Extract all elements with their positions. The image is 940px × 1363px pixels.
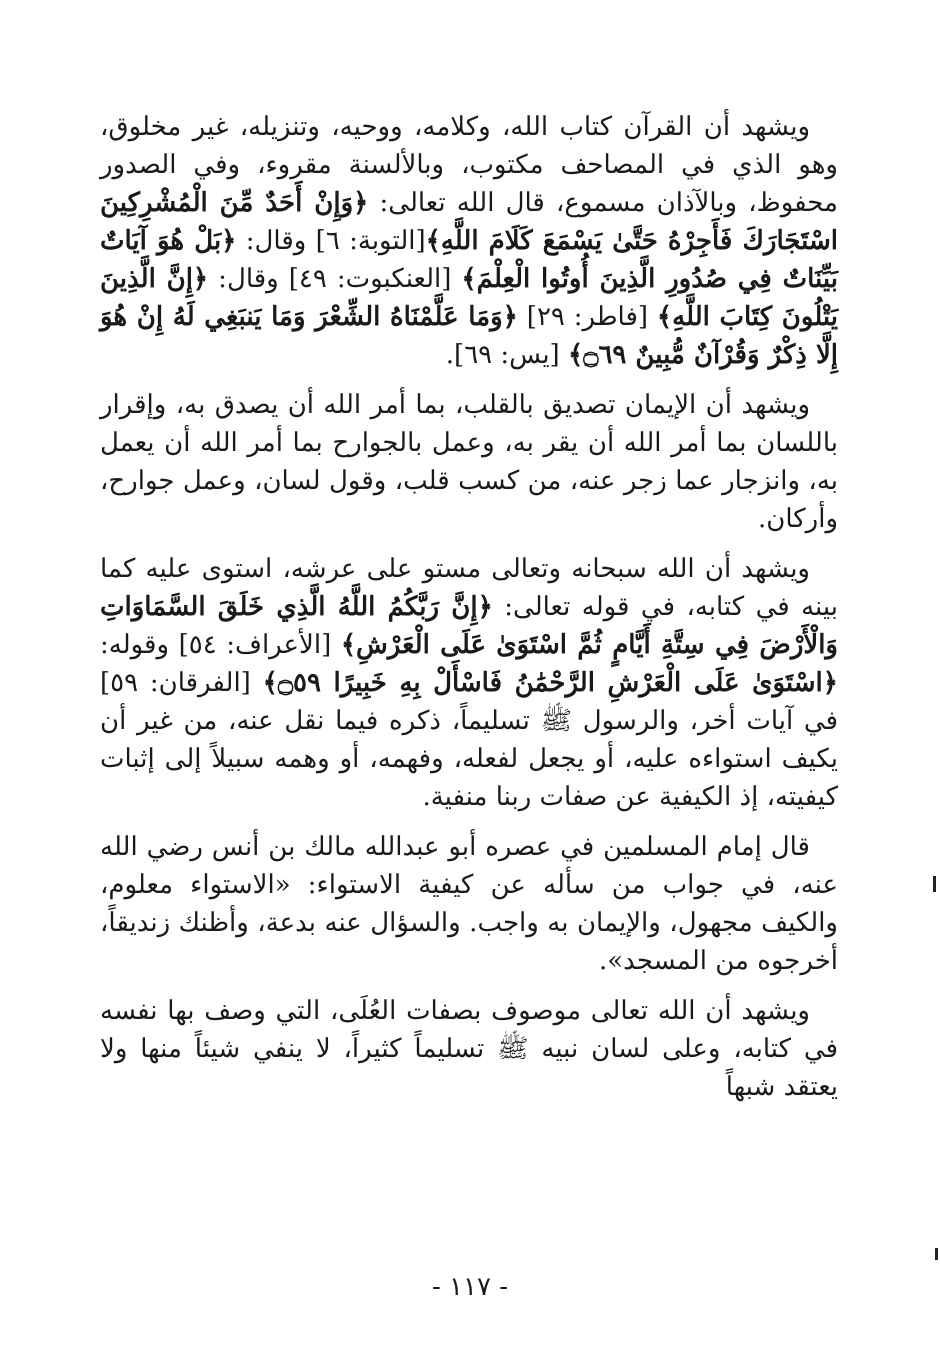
paragraph-istiwa — [100, 550, 838, 816]
text-segment: [التوبة: ٦] وقال: — [236, 226, 426, 256]
paragraph-iman-definition — [100, 386, 838, 538]
text-segment: [الفرقان: ٥٩] في آيات أخر، والرسول ﷺ تسليماً، ذكره فيما نقل عنه، من غير أن يكيف استواءه عليه، أو يجعل لفعله، وفهمه، أو وهمه سبيلاً إلى إثبات كيفيته، إذ الكيفية عن صفات ربنا منفية. — [100, 668, 838, 812]
page-number: - ١١٧ - — [431, 1272, 509, 1302]
right-edge-mark-1 — [933, 876, 936, 892]
quran-verse: ﴿إِنَّ الَّذِينَ يَتْلُونَ كِتَابَ اللَّهِ﴾ — [100, 264, 839, 332]
text-segment: [فاطر: ٢٩] — [517, 302, 657, 332]
text-segment: ويشهد أن الله تعالى موصوف بصفات العُلَى، التي وصف بها نفسه في كتابه، وعلى لسان نبيه ﷺ تسليماً كثيراً، لا ينفي شيئاً منها ولا يعتقد شبهاً — [100, 996, 838, 1102]
text-segment: ويشهد أن الله سبحانه وتعالى مستو على عرشه، استوى عليه كما بينه في كتابه، في قوله تعالى: — [100, 554, 838, 622]
text-segment: [يس: ٦٩]. — [445, 340, 568, 370]
quran-verse: ﴿إِنَّ رَبَّكُمُ اللَّهُ الَّذِي خَلَقَ السَّمَاوَاتِ وَالْأَرْضَ فِي سِتَّةِ أَيَّامٍ ثُمَّ اسْتَوَىٰ عَلَى الْعَرْشِ﴾ — [100, 592, 838, 660]
main-text — [100, 108, 838, 1118]
paragraph-quran-creed — [100, 108, 838, 374]
right-edge-mark-2 — [935, 1248, 938, 1260]
text-segment: [العنكبوت: ٤٩] وقال: — [208, 264, 462, 294]
text-segment: [الأعراف: ٥٤] وقوله: — [100, 630, 341, 660]
paragraph-divine-attributes — [100, 992, 838, 1106]
paragraph-imam-malik — [100, 828, 838, 980]
text-segment: ويشهد أن القرآن كتاب الله، وكلامه، ووحيه، وتنزيله، غير مخلوق، وهو الذي في المصاحف مكتوب، وبالألسنة مقروء، وفي الصدور محفوظ، وبالآذان مسموع، قال الله تعالى: — [100, 112, 838, 218]
quran-verse: ﴿اسْتَوَىٰ عَلَى الْعَرْشِ الرَّحْمَٰنُ فَاسْأَلْ بِهِ خَبِيرًا ۝٥٩﴾ — [262, 668, 838, 698]
text-segment: قال إمام المسلمين في عصره أبو عبدالله مالك بن أنس رضي الله عنه، في جواب من سأله عن كيفية الاستواء: «الاستواء معلوم، والكيف مجهول، والإيمان به واجب. والسؤال عنه بدعة، وأظنك زنديقاً، أخرجوه من المسجد». — [100, 832, 839, 976]
quran-verse: ﴿بَلْ هُوَ آيَاتٌ بَيِّنَاتٌ فِي صُدُورِ الَّذِينَ أُوتُوا الْعِلْمَ﴾ — [100, 226, 838, 294]
text-segment: ويشهد أن الإيمان تصديق بالقلب، بما أمر الله أن يصدق به، وإقرار باللسان بما أمر الله أن يقر به، وعمل بالجوارح بما أمر الله أن يعمل به، وانزجار عما زجر عنه، من كسب قلب، وقول لسان، وعمل جوارح، وأركان. — [100, 390, 838, 534]
quran-verse: ﴿وَإِنْ أَحَدٌ مِّنَ الْمُشْرِكِينَ اسْتَجَارَكَ فَأَجِرْهُ حَتَّىٰ يَسْمَعَ كَلَامَ اللَّهِ﴾ — [100, 188, 838, 256]
quran-verse: ﴿وَمَا عَلَّمْنَاهُ الشِّعْرَ وَمَا يَنبَغِي لَهُ إِنْ هُوَ إِلَّا ذِكْرٌ وَقُرْآنٌ مُّبِينٌ ۝٦٩﴾ — [100, 302, 838, 370]
